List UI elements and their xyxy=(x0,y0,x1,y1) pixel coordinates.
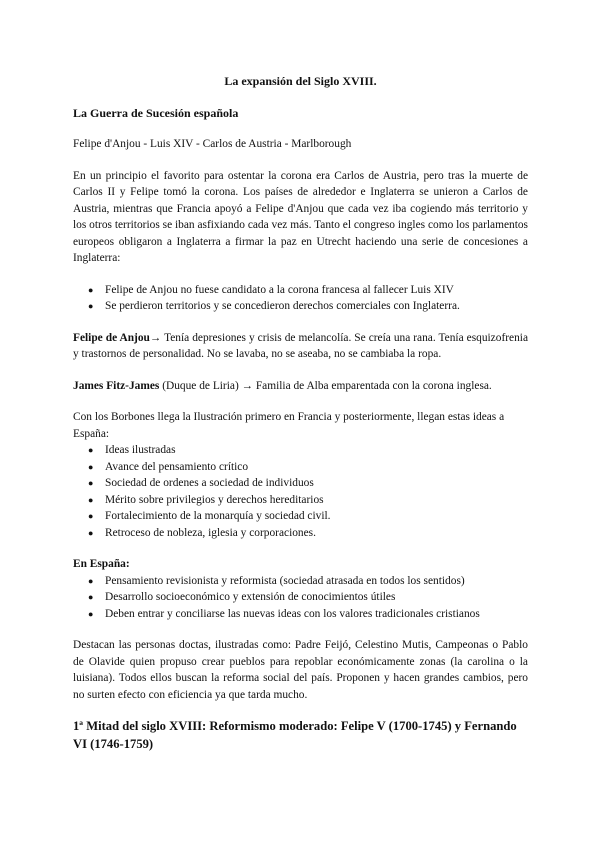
document-title: La expansión del Siglo XVIII. xyxy=(224,74,377,88)
list-item-text: Sociedad de ordenes a sociedad de individuos xyxy=(105,477,314,489)
list-item-text: Fortalecimiento de la monarquía y sociedad civil. xyxy=(105,510,331,522)
paragraph-borbones: Con los Borbones llega la Ilustración primero en Francia y posteriormente, llegan estas ideas a España: xyxy=(73,411,505,440)
bullet-icon: ● xyxy=(88,608,94,619)
list-item-text: Felipe de Anjou no fuese candidato a la corona francesa al fallecer Luis XIV xyxy=(105,283,454,296)
bullet-list-ilustracion xyxy=(73,442,528,541)
paragraph-intro: En un principio el favorito para ostentar la corona era Carlos de Austria, pero tras la muerte de Carlos II y Felipe tomó la corona. Los países de alrededor e Inglaterra se unieron a Carlos de Austria, mientras que Francia apoyó a Felipe d'Anjou que cada vez iba cogiendo más territorio y los otros territorios se iban asfixiando cada vez más. Tanto el congreso ingles como los parlamentos europeos obligaron a Inglaterra a firmar la paz en Utrecht haciendo una serie de concesiones a Inglaterra: xyxy=(73,169,528,264)
bullet-icon: ● xyxy=(88,301,94,311)
document-content xyxy=(73,73,528,753)
section-heading-reformismo: 1ª Mitad del siglo XVIII: Reformismo moderado: Felipe V (1700-1745) y Fernando VI (1746-1759) xyxy=(73,719,517,751)
bullet-icon: ● xyxy=(88,284,94,295)
section-heading-guerra: La Guerra de Sucesión española xyxy=(73,105,239,120)
bullet-icon: ● xyxy=(88,592,94,602)
list-item xyxy=(73,442,528,459)
paragraph-felipe xyxy=(73,330,528,363)
list-item-text: Mérito sobre privilegios y derechos hereditarios xyxy=(105,493,324,506)
paragraph-james xyxy=(73,378,528,395)
list-item-text: Se perdieron territorios y se concedieron derechos comerciales con Inglaterra. xyxy=(105,300,460,312)
bullet-icon: ● xyxy=(88,527,94,538)
bullet-icon: ● xyxy=(88,494,94,505)
bullet-list-concesiones xyxy=(73,282,528,315)
list-item-text: Pensamiento revisionista y reformista (sociedad atrasada en todos los sentidos) xyxy=(105,574,465,587)
list-item xyxy=(73,525,528,542)
bullet-icon: ● xyxy=(88,461,94,472)
bullet-icon: ● xyxy=(88,478,94,488)
list-item xyxy=(73,508,528,525)
list-item xyxy=(73,589,528,606)
list-item-text: Avance del pensamiento crítico xyxy=(105,460,249,473)
list-item xyxy=(73,475,528,492)
bullet-list-espana xyxy=(73,573,528,623)
list-item-text: Desarrollo socioeconómico y extensión de conocimientos útiles xyxy=(105,591,396,603)
persons-line: Felipe d'Anjou - Luis XIV - Carlos de Austria - Marlborough xyxy=(73,138,352,150)
paragraph-destacan: Destacan las personas doctas, ilustradas como: Padre Feijó, Celestino Mutis, Campeonas o Pablo de Olavide quien propuso crear pueblos para repoblar económicamente zonas (la carolina o la luisiana). Todos ellos buscan la reforma social del país. Proponen y hacen grandes cambios, pero no surten efecto con eficiencia ya que tarda mucho. xyxy=(73,639,528,701)
list-item xyxy=(73,298,528,315)
list-item xyxy=(73,573,528,590)
list-item xyxy=(73,606,528,623)
list-item-text: Ideas ilustradas xyxy=(105,444,176,456)
james-text: (Duque de Liria) → Familia de Alba emparentada con la corona inglesa. xyxy=(159,379,492,392)
list-item xyxy=(73,459,528,476)
bullet-icon: ● xyxy=(88,445,94,455)
bullet-icon: ● xyxy=(88,575,94,586)
list-item xyxy=(73,282,528,299)
list-item-text: Deben entrar y conciliarse las nuevas ideas con los valores tradicionales cristianos xyxy=(105,607,480,620)
list-item xyxy=(73,492,528,509)
list-item-text: Retroceso de nobleza, iglesia y corporaciones. xyxy=(105,526,316,539)
bullet-icon: ● xyxy=(88,511,94,521)
felipe-text: → Tenía depresiones y crisis de melancolía. Se creía una rana. Tenía esquizofrenia y trastornos de personalidad. No se lavaba, no se aseaba, no se cambiaba la ropa. xyxy=(73,331,528,360)
section-heading-espana: En España: xyxy=(73,558,130,570)
james-name: James Fitz-James xyxy=(73,379,160,392)
felipe-name: Felipe de Anjou xyxy=(73,331,150,344)
